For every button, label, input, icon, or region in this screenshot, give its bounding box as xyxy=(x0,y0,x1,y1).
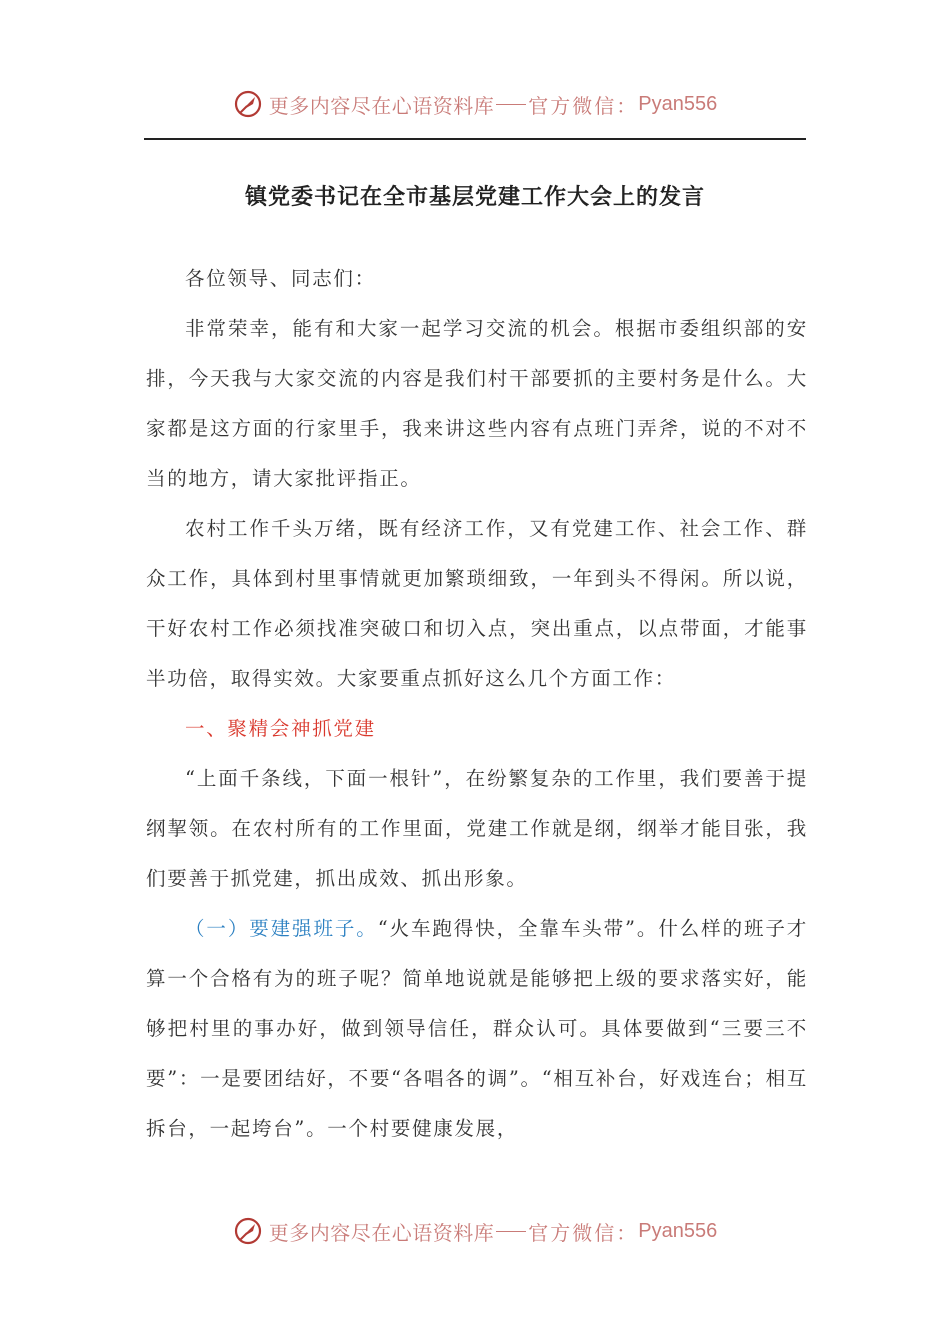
footer-banner xyxy=(0,1211,950,1251)
paragraph-party-building: “上面千条线，下面一根针”，在纷繁复杂的工作里，我们要善于提纲挈领。在农村所有的工作里面，党建工作就是纲，纲举才能目张，我们要善于抓党建，抓出成效、抓出形象。 xyxy=(146,767,808,890)
quill-logo-icon xyxy=(233,89,263,119)
paragraph-team xyxy=(146,904,808,1154)
salutation: 各位领导、同志们： xyxy=(185,267,376,290)
banner-wechat-label: 官方微信： xyxy=(528,1220,639,1245)
paragraph-intro: 非常荣幸，能有和大家一起学习交流的机会。根据市委组织部的安排，今天我与大家交流的内容是我们村干部要抓的主要村务是什么。大家都是这方面的行家里手，我来讲这些内容有点班门弄斧，说的不对不当的地方，请大家批评指正。 xyxy=(146,317,808,490)
paragraph-team-text: “火车跑得快，全靠车头带”。什么样的班子才算一个合格有为的班子呢？简单地说就是能够把上级的要求落实好，能够把村里的事办好，做到领导信任，群众认可。具体要做到“三要三不要”：一是要团结好，不要“各唱各的调”。“相互补台，好戏连台；相互拆台，一起垮台”。一个村要健康发展， xyxy=(146,917,808,1140)
subsection-heading-1: （一）要建强班子。 xyxy=(185,917,378,940)
section-heading-1: 一、聚精会神抓党建 xyxy=(185,717,376,740)
banner-brand: 更多内容尽在心语资料库 xyxy=(268,1220,495,1245)
banner-brand: 更多内容尽在心语资料库 xyxy=(268,93,495,118)
document-title: 镇党委书记在全市基层党建工作大会上的发言 xyxy=(244,184,705,210)
header-divider xyxy=(144,138,806,140)
banner-dash xyxy=(496,1231,526,1232)
document-body xyxy=(146,254,808,1154)
quill-logo-icon xyxy=(233,1216,263,1246)
banner-wechat-label: 官方微信： xyxy=(528,93,639,118)
banner-dash xyxy=(496,104,526,105)
banner-wechat-id: Pyan556 xyxy=(638,92,718,115)
header-banner xyxy=(0,84,950,124)
paragraph-overview: 农村工作千头万绪，既有经济工作，又有党建工作、社会工作、群众工作，具体到村里事情就更加繁琐细致，一年到头不得闲。所以说，干好农村工作必须找准突破口和切入点，突出重点，以点带面，才能事半功倍，取得实效。大家要重点抓好这么几个方面工作： xyxy=(146,517,808,690)
banner-wechat-id: Pyan556 xyxy=(638,1219,718,1242)
